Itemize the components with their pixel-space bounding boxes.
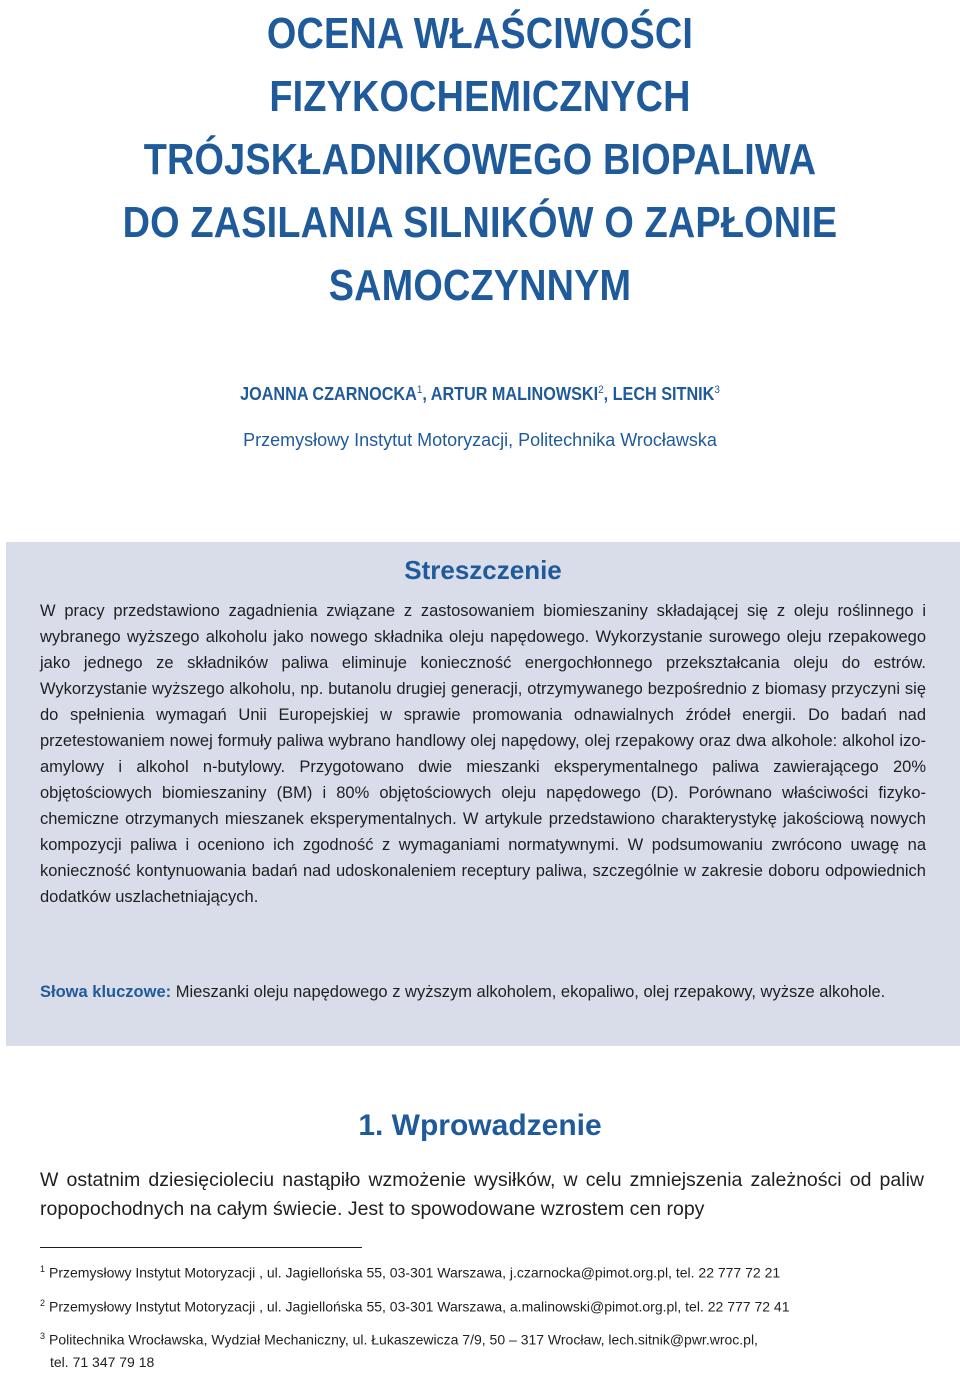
title-line: TRÓJSKŁADNIKOWEGO BIOPALIWA: [143, 135, 817, 184]
keywords-label: Słowa kluczowe:: [40, 983, 172, 1001]
keywords: [40, 979, 926, 1006]
footnote-divider: [40, 1247, 362, 1248]
footnote-text: Politechnika Wrocławska, Wydział Mechaniczny, ul. Łukaszewicza 7/9, 50 – 317 Wrocław, lech.sitnik@pwr.wroc.pl,: [49, 1331, 758, 1348]
author-list: [48, 375, 912, 409]
author-affiliation-marker: 3: [714, 384, 720, 396]
footnote-text: Przemysłowy Instytut Motoryzacji , ul. Jagiellońska 55, 03-301 Warszawa, j.czarnocka@pimot.org.pl, tel. 22 777 72 21: [49, 1264, 781, 1281]
title-line: OCENA WŁAŚCIWOŚCI: [266, 9, 694, 58]
footnote-number: 1: [40, 1264, 46, 1274]
footnote-text: Przemysłowy Instytut Motoryzacji , ul. Jagiellońska 55, 03-301 Warszawa, a.malinowski@pimot.org.pl, tel. 22 777 72 41: [49, 1298, 790, 1315]
section-text: W ostatnim dziesięcioleciu nastąpiło wzmożenie wysiłków, w celu zmniejszenia zależności od paliw ropopochodnych na całym świecie. Jest to spowodowane wzrostem cen ropy: [40, 1169, 924, 1220]
section-heading: 1. Wprowadzenie: [358, 1109, 602, 1142]
footnote: [40, 1325, 920, 1373]
author-name: ARTUR MALINOWSKI: [430, 384, 599, 404]
author-separator: ,: [422, 384, 431, 404]
paper-title: [67, 2, 893, 317]
footnotes: [40, 1258, 920, 1381]
author-name: LECH SITNIK: [612, 384, 715, 404]
footnote: [40, 1258, 920, 1284]
abstract-box: [6, 542, 960, 1046]
author-affiliation-marker: 2: [598, 384, 604, 396]
author-name: JOANNA CZARNOCKA: [240, 384, 417, 404]
footnote: [40, 1292, 920, 1318]
affiliation: Przemysłowy Instytut Motoryzacji, Politechnika Wrocławska: [243, 430, 717, 450]
footnote-text-continuation: tel. 71 347 79 18: [50, 1353, 155, 1370]
title-line: SAMOCZYNNYM: [328, 261, 632, 310]
author-affiliation-marker: 1: [416, 384, 423, 396]
footnote-number: 3: [40, 1331, 46, 1342]
abstract-heading: Streszczenie: [404, 555, 562, 585]
abstract-body: W pracy przedstawiono zagadnienia związane z zastosowaniem biomieszaniny składającej się z oleju roślinnego i wybranego wyższego alkoholu jako nowego składnika oleju napędowego. Wykorzystanie surowego oleju rzepakowego jako jednego ze składników paliwa eliminuje konieczność energochłonnego przekształcania oleju do estrów. Wykorzystanie wyższego alkoholu, np. butanolu drugiej generacji, otrzymywanego bezpośrednio z biomasy przyczyni się do spełnienia wymagań Unii Europejskiej w sprawie promowania odnawialnych źródeł energii. Do badań nad przetestowaniem nowej formuły paliwa wybrano handlowy olej napędowy, olej rzepakowy oraz dwa alkohole: alkohol izo-amylowy i alkohol n-butylowy. Przygotowano dwie mieszanki eksperymentalnego paliwa zawierającego 20% objętościowych biomieszaniny (BM) i 80% objętościowych oleju napędowego (D). Porównano właściwości fizyko-chemiczne otrzymanych mieszanek eksperymentalnych. W artykule przedstawiono charakterystykę jakościową nowych kompozycji paliwa i oceniono ich zgodność z wymaganiami normatywnymi. W podsumowaniu zwrócono uwagę na konieczność kontynuowania badań nad udoskonaleniem receptury paliwa, szczególnie w zakresie doboru odpowiednich dodatków uszlachetniających.: [40, 602, 926, 906]
title-line: DO ZASILANIA SILNIKÓW O ZAPŁONIE: [122, 198, 838, 247]
keywords-text: Mieszanki oleju napędowego z wyższym alkoholem, ekopaliwo, olej rzepakowy, wyższe alkohole.: [175, 983, 886, 1001]
author-separator: ,: [603, 384, 613, 404]
title-line: FIZYKOCHEMICZNYCH: [269, 72, 691, 121]
footnote-number: 2: [40, 1297, 46, 1308]
